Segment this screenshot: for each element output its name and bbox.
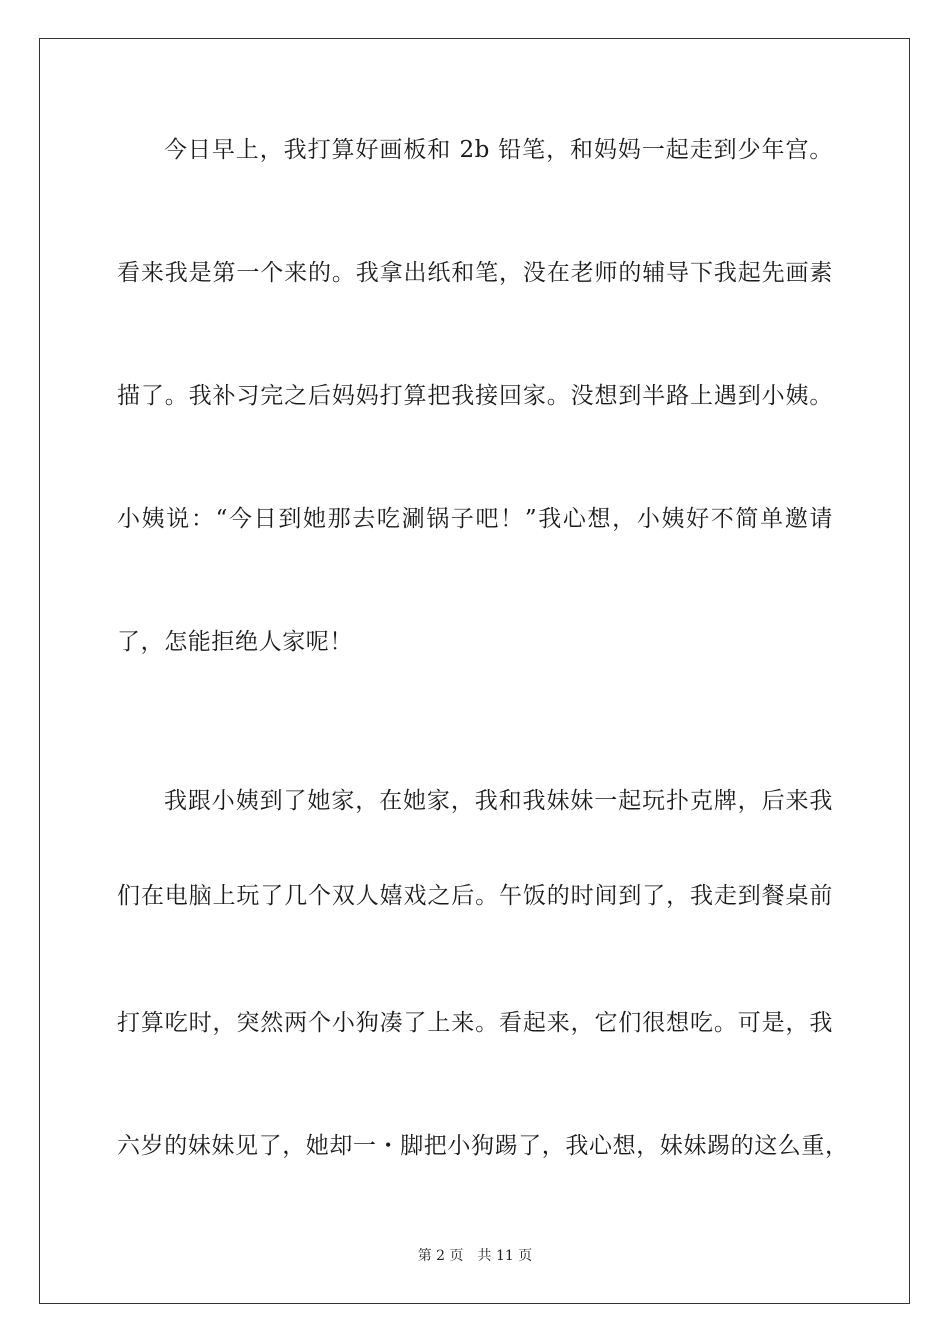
page-number: 第 2 页 [417, 1248, 464, 1264]
paragraph-1-line-3: 描了。我补习完之后妈妈打算把我接回家。没想到半路上遇到小姨。 [117, 383, 833, 409]
paragraph-2-line-4: 六岁的妹妹见了，她却一・脚把小狗踢了，我心想，妹妹踢的这么重， [117, 1133, 849, 1159]
paragraph-1-line-4: 小姨说：“今日到她那去吃涮锅子吧！”我心想，小姨好不简单邀请 [117, 506, 833, 532]
paragraph-2-line-1: 我跟小姨到了她家，在她家，我和我妹妹一起玩扑克牌，后来我 [164, 788, 833, 814]
total-pages: 共 11 页 [477, 1248, 533, 1264]
paragraph-2-line-3: 打算吃时，突然两个小狗凑了上来。看起来，它们很想吃。可是，我 [117, 1010, 833, 1036]
paragraph-1-line-1: 今日早上，我打算好画板和 2b 铅笔，和妈妈一起走到少年宫。 [164, 137, 833, 163]
page-border [39, 38, 910, 1304]
page-footer [0, 1246, 950, 1266]
paragraph-1-line-2: 看来我是第一个来的。我拿出纸和笔，没在老师的辅导下我起先画素 [117, 260, 833, 286]
paragraph-1-line-5: 了，怎能拒绝人家呢！ [117, 629, 353, 655]
paragraph-2-line-2: 们在电脑上玩了几个双人嬉戏之后。午饭的时间到了，我走到餐桌前 [117, 883, 833, 909]
